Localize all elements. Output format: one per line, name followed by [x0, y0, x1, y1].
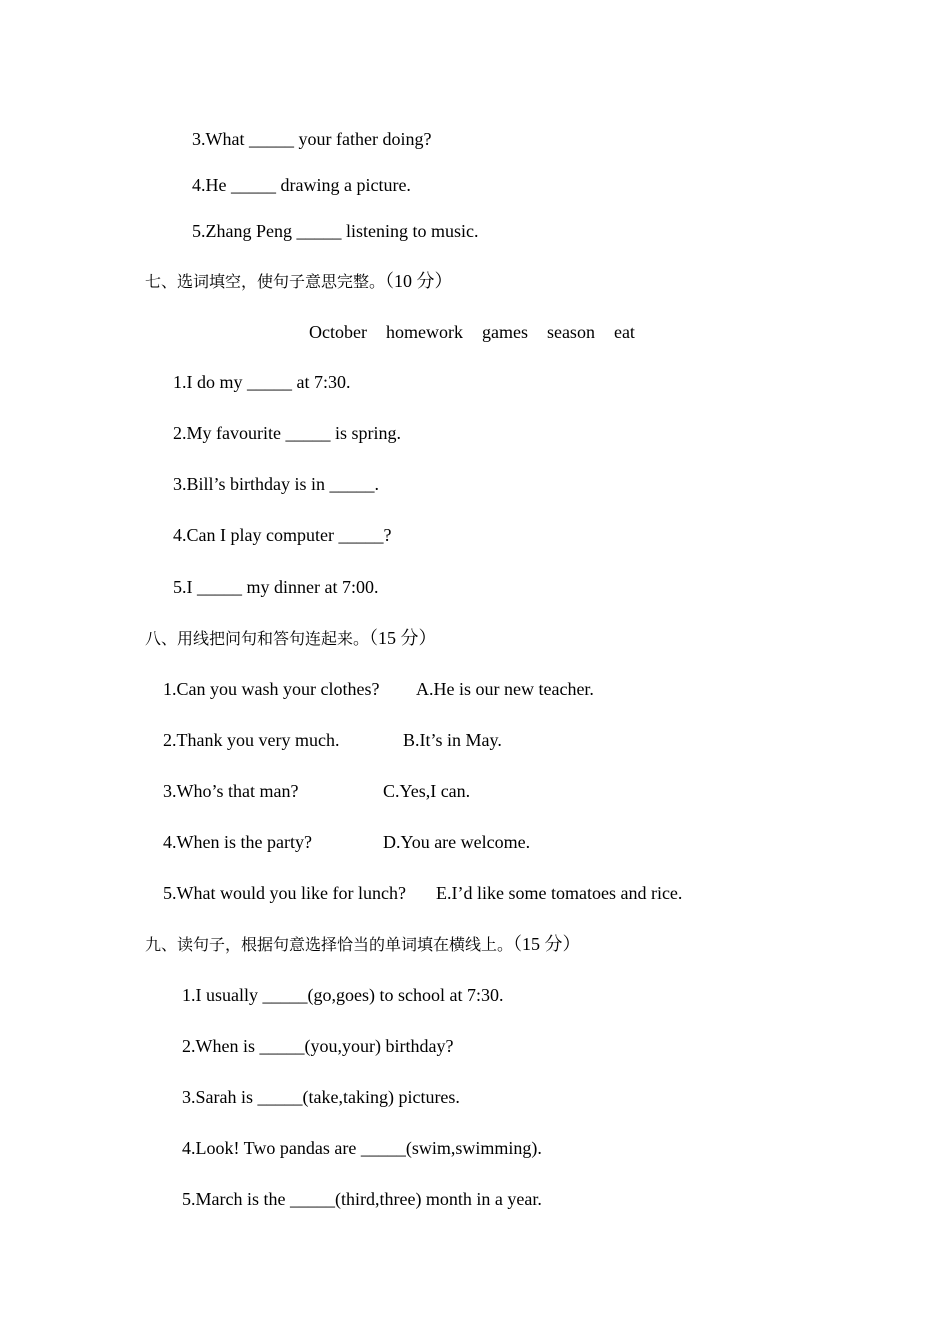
word-bank-word: eat [613, 322, 635, 342]
s8-answer-e: E.I’d like some tomatoes and rice. [436, 883, 683, 903]
s8-question-5: 5.What would you like for lunch? [163, 883, 406, 903]
s6-item-4: 4.He _____ drawing a picture. [192, 175, 411, 195]
section-9-points: （15 分） [513, 934, 581, 954]
s8-answer-b: B.It’s in May. [403, 730, 502, 750]
s6-item-5: 5.Zhang Peng _____ listening to music. [192, 221, 479, 241]
word-bank [309, 321, 635, 343]
s8-answer-d: D.You are welcome. [383, 832, 531, 852]
section-7-heading [145, 270, 453, 293]
section-7-points: （10 分） [385, 271, 453, 291]
s7-item-2: 2.My favourite _____ is spring. [173, 423, 401, 443]
s8-question-1: 1.Can you wash your clothes? [163, 679, 380, 699]
s9-item-4: 4.Look! Two pandas are _____(swim,swimming). [182, 1138, 542, 1158]
section-7-title: 七、选词填空，使句子意思完整。 [145, 272, 386, 291]
s8-question-4: 4.When is the party? [163, 832, 312, 852]
word-bank-word: October [309, 322, 367, 342]
section-9-title: 九、读句子，根据句意选择恰当的单词填在横线上。 [145, 935, 514, 954]
section-8-points: （15 分） [369, 628, 437, 648]
s9-item-5: 5.March is the _____(third,three) month in a year. [182, 1189, 542, 1209]
word-bank-word: season [546, 322, 595, 342]
section-8-title: 八、用线把问句和答句连起来。 [145, 629, 370, 648]
s8-answer-a: A.He is our new teacher. [416, 679, 594, 699]
s9-item-1: 1.I usually _____(go,goes) to school at 7:30. [182, 985, 504, 1005]
word-bank-word: games [481, 322, 528, 342]
s7-item-4: 4.Can I play computer _____? [173, 525, 392, 545]
s7-item-5: 5.I _____ my dinner at 7:00. [173, 577, 379, 597]
s7-item-3: 3.Bill’s birthday is in _____. [173, 474, 380, 494]
s8-question-2: 2.Thank you very much. [163, 730, 340, 750]
section-8-heading [145, 627, 437, 650]
s6-item-3: 3.What _____ your father doing? [192, 129, 432, 149]
word-bank-word: homework [385, 322, 463, 342]
s9-item-2: 2.When is _____(you,your) birthday? [182, 1036, 454, 1056]
section-9-heading [145, 933, 581, 956]
s8-question-3: 3.Who’s that man? [163, 781, 299, 801]
s8-answer-c: C.Yes,I can. [383, 781, 471, 801]
s7-item-1: 1.I do my _____ at 7:30. [173, 372, 351, 392]
s9-item-3: 3.Sarah is _____(take,taking) pictures. [182, 1087, 460, 1107]
